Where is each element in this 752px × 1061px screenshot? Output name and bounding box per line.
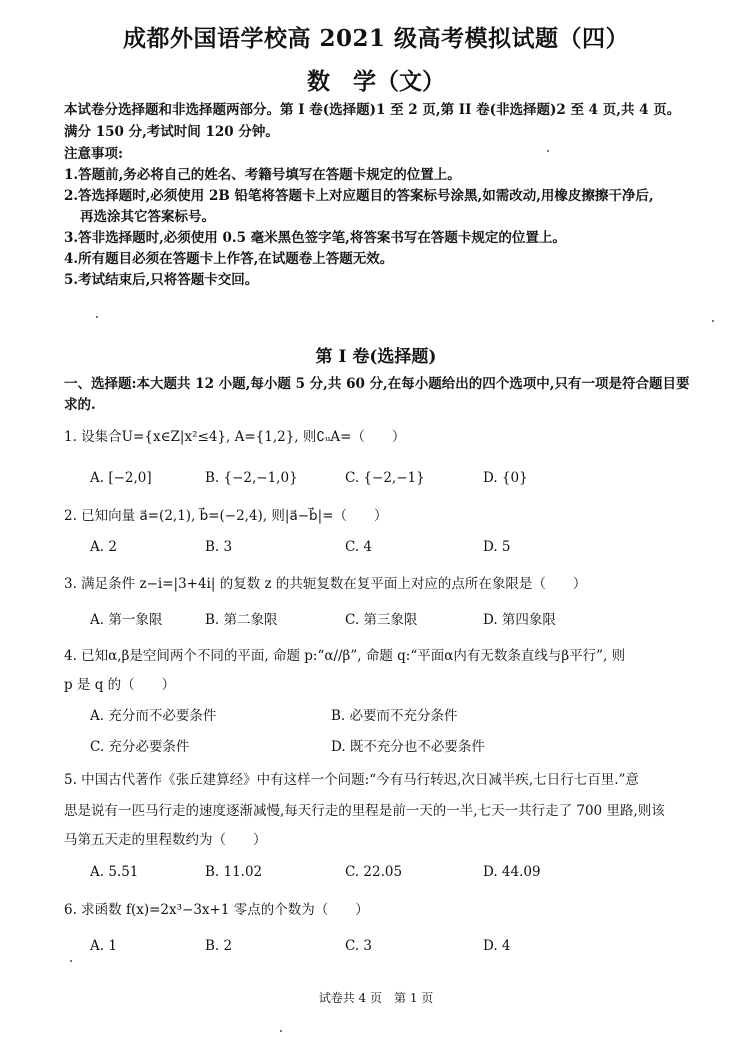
notice-title: 注意事项: xyxy=(64,146,123,162)
question-5-line-2: 思是说有一匹马行走的速度逐渐减慢,每天行走的里程是前一天的一半,七天一共行走了 700 里路,则该 xyxy=(64,803,665,819)
question-1: 1. 设集合U={x∈Z|x²≤4}, A={1,2}, 则∁ᵤA=（ ） xyxy=(64,429,406,445)
question-5-option-b: B. 11.02 xyxy=(205,864,263,880)
notice-item-2-cont: 再选涂其它答案标号。 xyxy=(80,209,215,225)
section-desc-2: 求的. xyxy=(64,397,96,413)
section-desc-1: 一、选择题:本大题共 12 小题,每小题 5 分,共 60 分,在每小题给出的四个选项中,只有一项是符合题目要 xyxy=(64,376,690,392)
page-footer: 试卷共 4 页 第 1 页 xyxy=(318,991,434,1005)
exam-title: 成都外国语学校高 2021 级高考模拟试题（四） xyxy=(122,25,630,52)
question-3-option-b: B. 第二象限 xyxy=(205,612,278,628)
question-6-option-c: C. 3 xyxy=(345,938,373,954)
notice-item-1: 1.答题前,务必将自己的姓名、考籍号填写在答题卡规定的位置上。 xyxy=(64,167,461,183)
question-2: 2. 已知向量 a⃗=(2,1), b⃗=(−2,4), 则|a⃗−b⃗|=（ ） xyxy=(64,508,388,524)
scan-speck xyxy=(70,960,72,962)
question-5-line-1: 5. 中国古代著作《张丘建算经》中有这样一个问题:“今有马行转迟,次日减半疾,七日行七百里.”意 xyxy=(64,772,639,788)
question-4-option-a: A. 充分而不必要条件 xyxy=(90,708,217,724)
notice-item-5: 5.考试结束后,只将答题卡交回。 xyxy=(64,272,259,288)
scan-speck xyxy=(280,1030,282,1032)
intro-line-1: 本试卷分选择题和非选择题两部分。第 I 卷(选择题)1 至 2 页,第 II 卷(非选择题)2 至 4 页,共 4 页。 xyxy=(64,102,681,118)
question-5-option-a: A. 5.51 xyxy=(90,864,139,880)
question-4-option-c: C. 充分必要条件 xyxy=(90,739,190,755)
question-2-option-a: A. 2 xyxy=(90,539,117,555)
question-3-option-c: C. 第三象限 xyxy=(345,612,418,628)
exam-subject: 数 学（文） xyxy=(307,68,445,95)
question-2-option-b: B. 3 xyxy=(205,539,233,555)
question-1-option-b: B. {−2,−1,0} xyxy=(205,470,298,486)
question-3-option-d: D. 第四象限 xyxy=(483,612,556,628)
notice-item-2: 2.答选择题时,必须使用 2B 铅笔将答题卡上对应题目的答案标号涂黑,如需改动,用橡皮擦擦干净后, xyxy=(64,188,654,204)
question-4-line-2: p 是 q 的（ ） xyxy=(64,677,176,693)
question-2-option-c: C. 4 xyxy=(345,539,373,555)
question-5-option-d: D. 44.09 xyxy=(483,864,541,880)
intro-line-2: 满分 150 分,考试时间 120 分钟。 xyxy=(64,124,279,140)
question-1-option-c: C. {−2,−1} xyxy=(345,470,425,486)
question-3-option-a: A. 第一象限 xyxy=(90,612,163,628)
question-5-line-3: 马第五天走的里程数约为（ ） xyxy=(64,832,267,848)
scan-speck xyxy=(96,316,98,318)
question-5-option-c: C. 22.05 xyxy=(345,864,403,880)
question-4-option-d: D. 既不充分也不必要条件 xyxy=(331,739,485,755)
notice-item-3: 3.答非选择题时,必须使用 0.5 毫米黑色签字笔,将答案书写在答题卡规定的位置上。 xyxy=(64,230,566,246)
section-title: 第 I 卷(选择题) xyxy=(315,347,437,367)
scan-speck xyxy=(712,320,714,322)
question-4-line-1: 4. 已知α,β是空间两个不同的平面, 命题 p:“α//β”, 命题 q:“平面α内有无数条直线与β平行”, 则 xyxy=(64,648,626,664)
question-4-option-b: B. 必要而不充分条件 xyxy=(331,708,458,724)
question-1-option-d: D. {0} xyxy=(483,470,528,486)
notice-item-4: 4.所有题目必须在答题卡上作答,在试题卷上答题无效。 xyxy=(64,251,394,267)
question-6-option-b: B. 2 xyxy=(205,938,233,954)
scan-speck xyxy=(547,150,549,152)
question-6-option-d: D. 4 xyxy=(483,938,511,954)
question-3: 3. 满足条件 z−i=|3+4i| 的复数 z 的共轭复数在复平面上对应的点所在象限是（ ） xyxy=(64,576,587,592)
question-6-option-a: A. 1 xyxy=(90,938,117,954)
question-2-option-d: D. 5 xyxy=(483,539,511,555)
question-1-option-a: A. [−2,0] xyxy=(90,470,152,486)
question-6: 6. 求函数 f(x)=2x³−3x+1 零点的个数为（ ） xyxy=(64,902,369,918)
